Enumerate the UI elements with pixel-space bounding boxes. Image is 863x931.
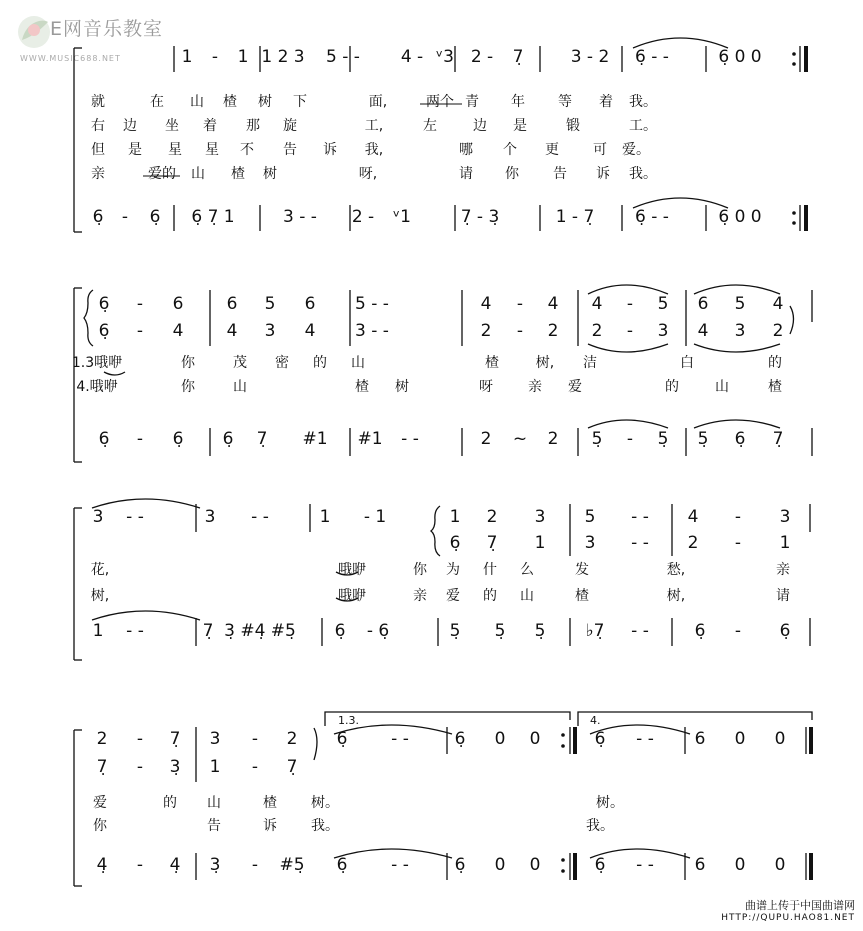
lyric-syllable: 告 bbox=[553, 166, 567, 182]
notation-cell: 3̣ #4̣ #5̣ bbox=[224, 621, 296, 641]
notation-cell: 0 bbox=[529, 855, 541, 875]
lyric-syllable: 亲 bbox=[528, 379, 542, 395]
lyric-syllable: 呀 bbox=[479, 379, 493, 395]
lyric-syllable: 树 bbox=[258, 94, 272, 110]
notation-cell: 3 - - bbox=[283, 207, 317, 227]
notation-cell: 6̣ bbox=[336, 855, 348, 875]
lyric-syllable: 密 bbox=[275, 355, 289, 371]
notation-cell: 2 bbox=[772, 321, 784, 341]
notation-cell: 6̣ - - bbox=[635, 47, 669, 67]
notation-cell: 3 bbox=[264, 321, 276, 341]
notation-cell: - bbox=[626, 321, 634, 341]
notation-cell: 0 bbox=[529, 729, 541, 749]
notation-cell: 6 bbox=[694, 855, 706, 875]
notation-cell: - - bbox=[391, 855, 409, 875]
lyric-syllable: 星 bbox=[205, 142, 219, 158]
notation-cell: 2 - bbox=[470, 47, 494, 67]
lyric-syllable: 的 bbox=[313, 355, 327, 371]
lyric-syllable: 树 bbox=[263, 166, 277, 182]
notation-cell: 4 bbox=[687, 507, 699, 527]
lyric-syllable: 楂 bbox=[575, 588, 589, 604]
notation-cell: - bbox=[734, 621, 742, 641]
notation-cell: ᵛ3 bbox=[436, 47, 454, 67]
notation-cell: 5 bbox=[734, 294, 746, 314]
notation-cell: 1 bbox=[237, 47, 249, 67]
notation-cell: 4 bbox=[304, 321, 316, 341]
lyric-syllable: 两个 bbox=[426, 94, 454, 110]
notation-cell: 6̣ bbox=[149, 207, 161, 227]
notation-cell: - bbox=[136, 429, 144, 449]
lyric-syllable: 诉 bbox=[596, 166, 610, 182]
notation-cell: 1 bbox=[319, 507, 331, 527]
notation-cell: 2 bbox=[547, 429, 559, 449]
notation-cell: - bbox=[121, 207, 129, 227]
notation-cell: 6 bbox=[226, 294, 238, 314]
notation-cell: - bbox=[136, 757, 144, 777]
notation-cell: 2 bbox=[286, 729, 298, 749]
lyric-syllable: 洁 bbox=[583, 355, 597, 371]
notation-cell: 4 bbox=[591, 294, 603, 314]
lyric-syllable: 树, bbox=[535, 355, 555, 371]
notation-cell: 0 bbox=[774, 729, 786, 749]
notation-cell: #1 bbox=[357, 429, 383, 449]
lyric-syllable: 发 bbox=[575, 562, 589, 578]
notation-cell: 5 - - bbox=[326, 47, 360, 67]
notation-cell: - bbox=[136, 729, 144, 749]
notation-cell: #5̣ bbox=[279, 855, 305, 875]
lyric-syllable: 告 bbox=[207, 818, 221, 834]
lyric-syllable: 爱 bbox=[446, 588, 460, 604]
notation-cell: 6̣ - - bbox=[635, 207, 669, 227]
notation-cell: 0 bbox=[774, 855, 786, 875]
notation-cell: 5̣ bbox=[657, 429, 669, 449]
notation-cell: 0 bbox=[494, 855, 506, 875]
notation-cell: 2 bbox=[96, 729, 108, 749]
lyric-syllable: 但 bbox=[91, 142, 105, 158]
notation-cell: - 1 bbox=[363, 507, 387, 527]
notation-cell: - - bbox=[631, 507, 649, 527]
notation-cell: 7̣ bbox=[286, 757, 298, 777]
notation-cell: 3̣ bbox=[209, 855, 221, 875]
lyric-syllable: 右 bbox=[91, 118, 105, 134]
notation-cell: - bbox=[626, 294, 634, 314]
notation-cell: 7̣ bbox=[486, 533, 498, 553]
lyric-syllable: 你 bbox=[505, 166, 519, 182]
notation-cell: - bbox=[251, 757, 259, 777]
lyric-syllable: 可 bbox=[593, 142, 607, 158]
lyric-syllable: 爱。 bbox=[622, 142, 650, 158]
lyric-syllable: 我。 bbox=[311, 818, 339, 834]
footer-line1: 曲谱上传于中国曲谱网 bbox=[745, 899, 855, 912]
notation-cell: 6̣ bbox=[694, 621, 706, 641]
lyric-syllable: 山 bbox=[520, 588, 534, 604]
lyric-syllable: 山 bbox=[715, 379, 729, 395]
notation-cell: - - bbox=[391, 729, 409, 749]
volta-label-1: 1.3. bbox=[338, 714, 359, 727]
lyric-syllable: 我。 bbox=[629, 94, 657, 110]
notation-cell: 7̣ bbox=[96, 757, 108, 777]
lyric-syllable: 个 bbox=[503, 142, 517, 158]
lyric-syllable: 山 bbox=[191, 166, 205, 182]
notation-cell: - bbox=[734, 507, 742, 527]
notation-cell: 1 bbox=[209, 757, 221, 777]
notation-cell: 7̣ bbox=[512, 47, 524, 67]
notation-cell: 3̣ bbox=[169, 757, 181, 777]
lyric-syllable: 边 bbox=[123, 118, 137, 134]
lyric-syllable: 山 bbox=[190, 94, 204, 110]
notation-cell: - bbox=[626, 429, 634, 449]
notation-cell: - - bbox=[636, 729, 654, 749]
notation-cell: 6̣ bbox=[334, 621, 346, 641]
lyric-syllable: 的 bbox=[483, 588, 497, 604]
notation-cell: - bbox=[251, 855, 259, 875]
notation-cell: 2 - bbox=[351, 207, 375, 227]
notation-cell: 3 - - bbox=[355, 321, 389, 341]
lyric-syllable: 呀, bbox=[358, 166, 378, 182]
notation-cell: 6̣ bbox=[779, 621, 791, 641]
notation-cell: 6̣ bbox=[98, 429, 110, 449]
notation-cell: 6̣ bbox=[172, 429, 184, 449]
notation-cell: - bbox=[211, 47, 219, 67]
lyric-syllable: 亲 bbox=[413, 588, 427, 604]
notation-cell: 3 bbox=[204, 507, 216, 527]
notation-cell: - - bbox=[636, 855, 654, 875]
notation-cell: - - bbox=[251, 507, 269, 527]
lyric-syllable: 山 bbox=[207, 795, 221, 811]
notation-cell: - bbox=[136, 321, 144, 341]
notation-cell: 6̣ 0 0 bbox=[718, 207, 762, 227]
notation-cell: 6̣ bbox=[594, 729, 606, 749]
lyric-syllable: 亲 bbox=[776, 562, 790, 578]
lyric-syllable: 着 bbox=[203, 118, 217, 134]
notation-cell: 6̣ bbox=[454, 855, 466, 875]
notation-cell: 6 bbox=[697, 294, 709, 314]
notation-cell: 2 bbox=[480, 429, 492, 449]
lyric-syllable: 诉 bbox=[263, 818, 277, 834]
notation-cell: 6̣ bbox=[734, 429, 746, 449]
lyric-syllable: 楂 bbox=[231, 166, 245, 182]
site-url: WWW.MUSIC688.NET bbox=[20, 54, 121, 63]
notation-cell: 5̣ bbox=[591, 429, 603, 449]
lyric-syllable: 什 bbox=[483, 562, 497, 578]
lyric-syllable: 楂 bbox=[263, 795, 277, 811]
notation-cell: 2 bbox=[547, 321, 559, 341]
lyric-syllable: 工。 bbox=[629, 118, 657, 134]
lyric-syllable: 你 bbox=[181, 379, 195, 395]
notation-cell: 5 bbox=[657, 294, 669, 314]
lyric-syllable: 旋 bbox=[283, 118, 297, 134]
notation-cell: - - bbox=[631, 621, 649, 641]
notation-cell: 4 bbox=[772, 294, 784, 314]
notation-cell: 3 - 2 bbox=[570, 47, 610, 67]
notation-cell: 1 bbox=[92, 621, 104, 641]
notation-cell: 3 bbox=[584, 533, 596, 553]
notation-cell: 1 bbox=[779, 533, 791, 553]
notation-cell: 3 bbox=[657, 321, 669, 341]
lyric-syllable: 青 bbox=[465, 94, 479, 110]
notation-cell: 7̣ - 3̣ bbox=[460, 207, 500, 227]
notation-cell: 6 bbox=[694, 729, 706, 749]
notation-cell: 5̣ bbox=[534, 621, 546, 641]
notation-cell: 6̣ bbox=[92, 207, 104, 227]
lyric-syllable: 的 bbox=[163, 795, 177, 811]
lyric-syllable: 为 bbox=[446, 562, 460, 578]
notation-cell: 4 bbox=[172, 321, 184, 341]
lyric-syllable: 4.哦咿 bbox=[76, 379, 118, 395]
lyric-syllable: 楂 bbox=[768, 379, 782, 395]
notation-cell: 2 bbox=[486, 507, 498, 527]
notation-cell: 7̣ bbox=[256, 429, 268, 449]
lyric-syllable: 你 bbox=[181, 355, 195, 371]
lyric-syllable: 的 bbox=[768, 355, 782, 371]
notation-cell: 4 bbox=[226, 321, 238, 341]
lyric-syllable: 星 bbox=[168, 142, 182, 158]
notation-cell: 1 bbox=[449, 507, 461, 527]
footer-credit bbox=[721, 899, 855, 925]
lyric-syllable: 我。 bbox=[629, 166, 657, 182]
lyric-syllable: 告 bbox=[283, 142, 297, 158]
lyric-syllable: 1.3哦咿 bbox=[71, 355, 123, 371]
notation-cell: 6̣ 7̣ 1 bbox=[191, 207, 235, 227]
lyric-syllable: 在 bbox=[150, 94, 164, 110]
lyric-syllable: 楂 bbox=[485, 355, 499, 371]
notation-cell: - 6̣ bbox=[366, 621, 390, 641]
notation-cell: 5̣ bbox=[449, 621, 461, 641]
lyric-syllable: 就 bbox=[91, 94, 105, 110]
lyric-syllable: 哦咿 bbox=[338, 588, 366, 604]
notation-cell: - bbox=[136, 294, 144, 314]
notation-cell: 3 bbox=[779, 507, 791, 527]
lyric-syllable: 下 bbox=[293, 94, 307, 110]
lyric-syllable: 着 bbox=[599, 94, 613, 110]
notation-cell: 5 bbox=[584, 507, 596, 527]
lyric-syllable: 树 bbox=[395, 379, 409, 395]
lyric-syllable: 不 bbox=[240, 142, 254, 158]
lyric-syllable: 哪 bbox=[459, 142, 473, 158]
notation-cell: 6̣ bbox=[222, 429, 234, 449]
lyric-syllable: 诉 bbox=[323, 142, 337, 158]
notation-cell: 2 bbox=[687, 533, 699, 553]
notation-cell: 4 bbox=[480, 294, 492, 314]
notation-cell: - - bbox=[126, 621, 144, 641]
lyric-syllable: 是 bbox=[128, 142, 142, 158]
lyric-syllable: 山 bbox=[351, 355, 365, 371]
notation-cell: 5 bbox=[264, 294, 276, 314]
notation-cell: 6̣ bbox=[594, 855, 606, 875]
lyric-syllable: 亲 bbox=[91, 166, 105, 182]
notation-cell: 7̣ bbox=[772, 429, 784, 449]
notation-cell: 6 bbox=[172, 294, 184, 314]
lyric-syllable: 年 bbox=[511, 94, 525, 110]
notation-cell: 6̣ bbox=[449, 533, 461, 553]
notation-cell: 4 bbox=[547, 294, 559, 314]
notation-cell: 1 bbox=[534, 533, 546, 553]
lyric-syllable: 你 bbox=[93, 818, 107, 834]
notation-cell: - - bbox=[631, 533, 649, 553]
notation-cell: 6̣ bbox=[454, 729, 466, 749]
notation-cell: 6 bbox=[304, 294, 316, 314]
lyric-syllable: 爱 bbox=[568, 379, 582, 395]
lyric-syllable: 花, bbox=[90, 562, 110, 578]
lyric-syllable: 么 bbox=[520, 562, 534, 578]
notation-cell: - bbox=[516, 294, 524, 314]
notation-cell: #1 bbox=[302, 429, 328, 449]
notation-cell: - bbox=[136, 855, 144, 875]
notation-cell: 1 bbox=[181, 47, 193, 67]
lyric-syllable: 请 bbox=[459, 166, 473, 182]
notation-cell: 1 - 7̣ bbox=[555, 207, 595, 227]
lyric-syllable: 树, bbox=[90, 588, 110, 604]
notation-cell: 5̣ bbox=[494, 621, 506, 641]
lyric-syllable: 是 bbox=[513, 118, 527, 134]
lyric-syllable: 工, bbox=[364, 118, 384, 134]
notation-cell: 7̣ bbox=[202, 621, 214, 641]
site-name: E网音乐教室 bbox=[50, 18, 164, 40]
notation-cell: 3 bbox=[534, 507, 546, 527]
lyric-syllable: 左 bbox=[423, 118, 437, 134]
lyric-syllable: 你 bbox=[413, 562, 427, 578]
notation-cell: - - bbox=[126, 507, 144, 527]
lyric-syllable: 边 bbox=[473, 118, 487, 134]
lyric-syllable: 楂 bbox=[355, 379, 369, 395]
lyric-syllable: 面, bbox=[368, 94, 388, 110]
lyric-syllable: 我, bbox=[364, 142, 384, 158]
notation-cell: 6̣ bbox=[98, 321, 110, 341]
notation-cell: ~ bbox=[512, 429, 528, 449]
footer-url: HTTP://QUPU.HAO81.NET bbox=[721, 913, 855, 923]
lyric-syllable: 树。 bbox=[311, 795, 339, 811]
lyric-syllable: 的 bbox=[665, 379, 679, 395]
notation-cell: 4 - bbox=[400, 47, 424, 67]
lyric-syllable: 哦咿 bbox=[338, 562, 366, 578]
lyric-syllable: 那 bbox=[246, 118, 260, 134]
notation-cell: 4̣ bbox=[96, 855, 108, 875]
lyric-syllable: 山 bbox=[233, 379, 247, 395]
notation-cell: 6̣ 0 0 bbox=[718, 47, 762, 67]
lyric-syllable: 请 bbox=[776, 588, 790, 604]
lyric-syllable: 茂 bbox=[233, 355, 247, 371]
lyric-syllable: 白 bbox=[680, 355, 694, 371]
notation-cell: 5̣ bbox=[697, 429, 709, 449]
notation-cell: - - bbox=[401, 429, 419, 449]
lyric-syllable: 锻 bbox=[566, 118, 580, 134]
notation-cell: 3 bbox=[209, 729, 221, 749]
lyric-syllable: 树。 bbox=[596, 795, 624, 811]
lyric-syllable: 我。 bbox=[586, 818, 614, 834]
notation-cell: - bbox=[734, 533, 742, 553]
notation-cell: ᵛ1 bbox=[393, 207, 411, 227]
notation-cell: 3 bbox=[734, 321, 746, 341]
notation-cell: 4̣ bbox=[169, 855, 181, 875]
notation-cell: 2 bbox=[591, 321, 603, 341]
notation-cell: 6̣ bbox=[98, 294, 110, 314]
notation-cell: 3 bbox=[92, 507, 104, 527]
notation-cell: ♭7̣ bbox=[585, 621, 605, 641]
notation-cell: - bbox=[251, 729, 259, 749]
notation-cell: 1 2 3 bbox=[261, 47, 305, 67]
lyric-syllable: 爱 bbox=[93, 795, 107, 811]
lyric-syllable: 楂 bbox=[223, 94, 237, 110]
notation-cell: - bbox=[516, 321, 524, 341]
lyric-syllable: 爱的 bbox=[148, 166, 176, 182]
notation-cell: 6̣ bbox=[336, 729, 348, 749]
notation-cell: 5 - - bbox=[355, 294, 389, 314]
notation-cell: 0 bbox=[494, 729, 506, 749]
lyric-syllable: 树, bbox=[666, 588, 686, 604]
notation-cell: 0 bbox=[734, 729, 746, 749]
lyric-syllable: 愁, bbox=[666, 562, 686, 578]
lyric-syllable: 等 bbox=[558, 94, 572, 110]
notation-cell: 2 bbox=[480, 321, 492, 341]
notation-cell: 0 bbox=[734, 855, 746, 875]
notation-cell: 4 bbox=[697, 321, 709, 341]
lyric-syllable: 更 bbox=[545, 142, 559, 158]
lyric-syllable: 坐 bbox=[165, 118, 179, 134]
notation-cell: 7̣ bbox=[169, 729, 181, 749]
volta-label-2: 4. bbox=[590, 714, 601, 727]
